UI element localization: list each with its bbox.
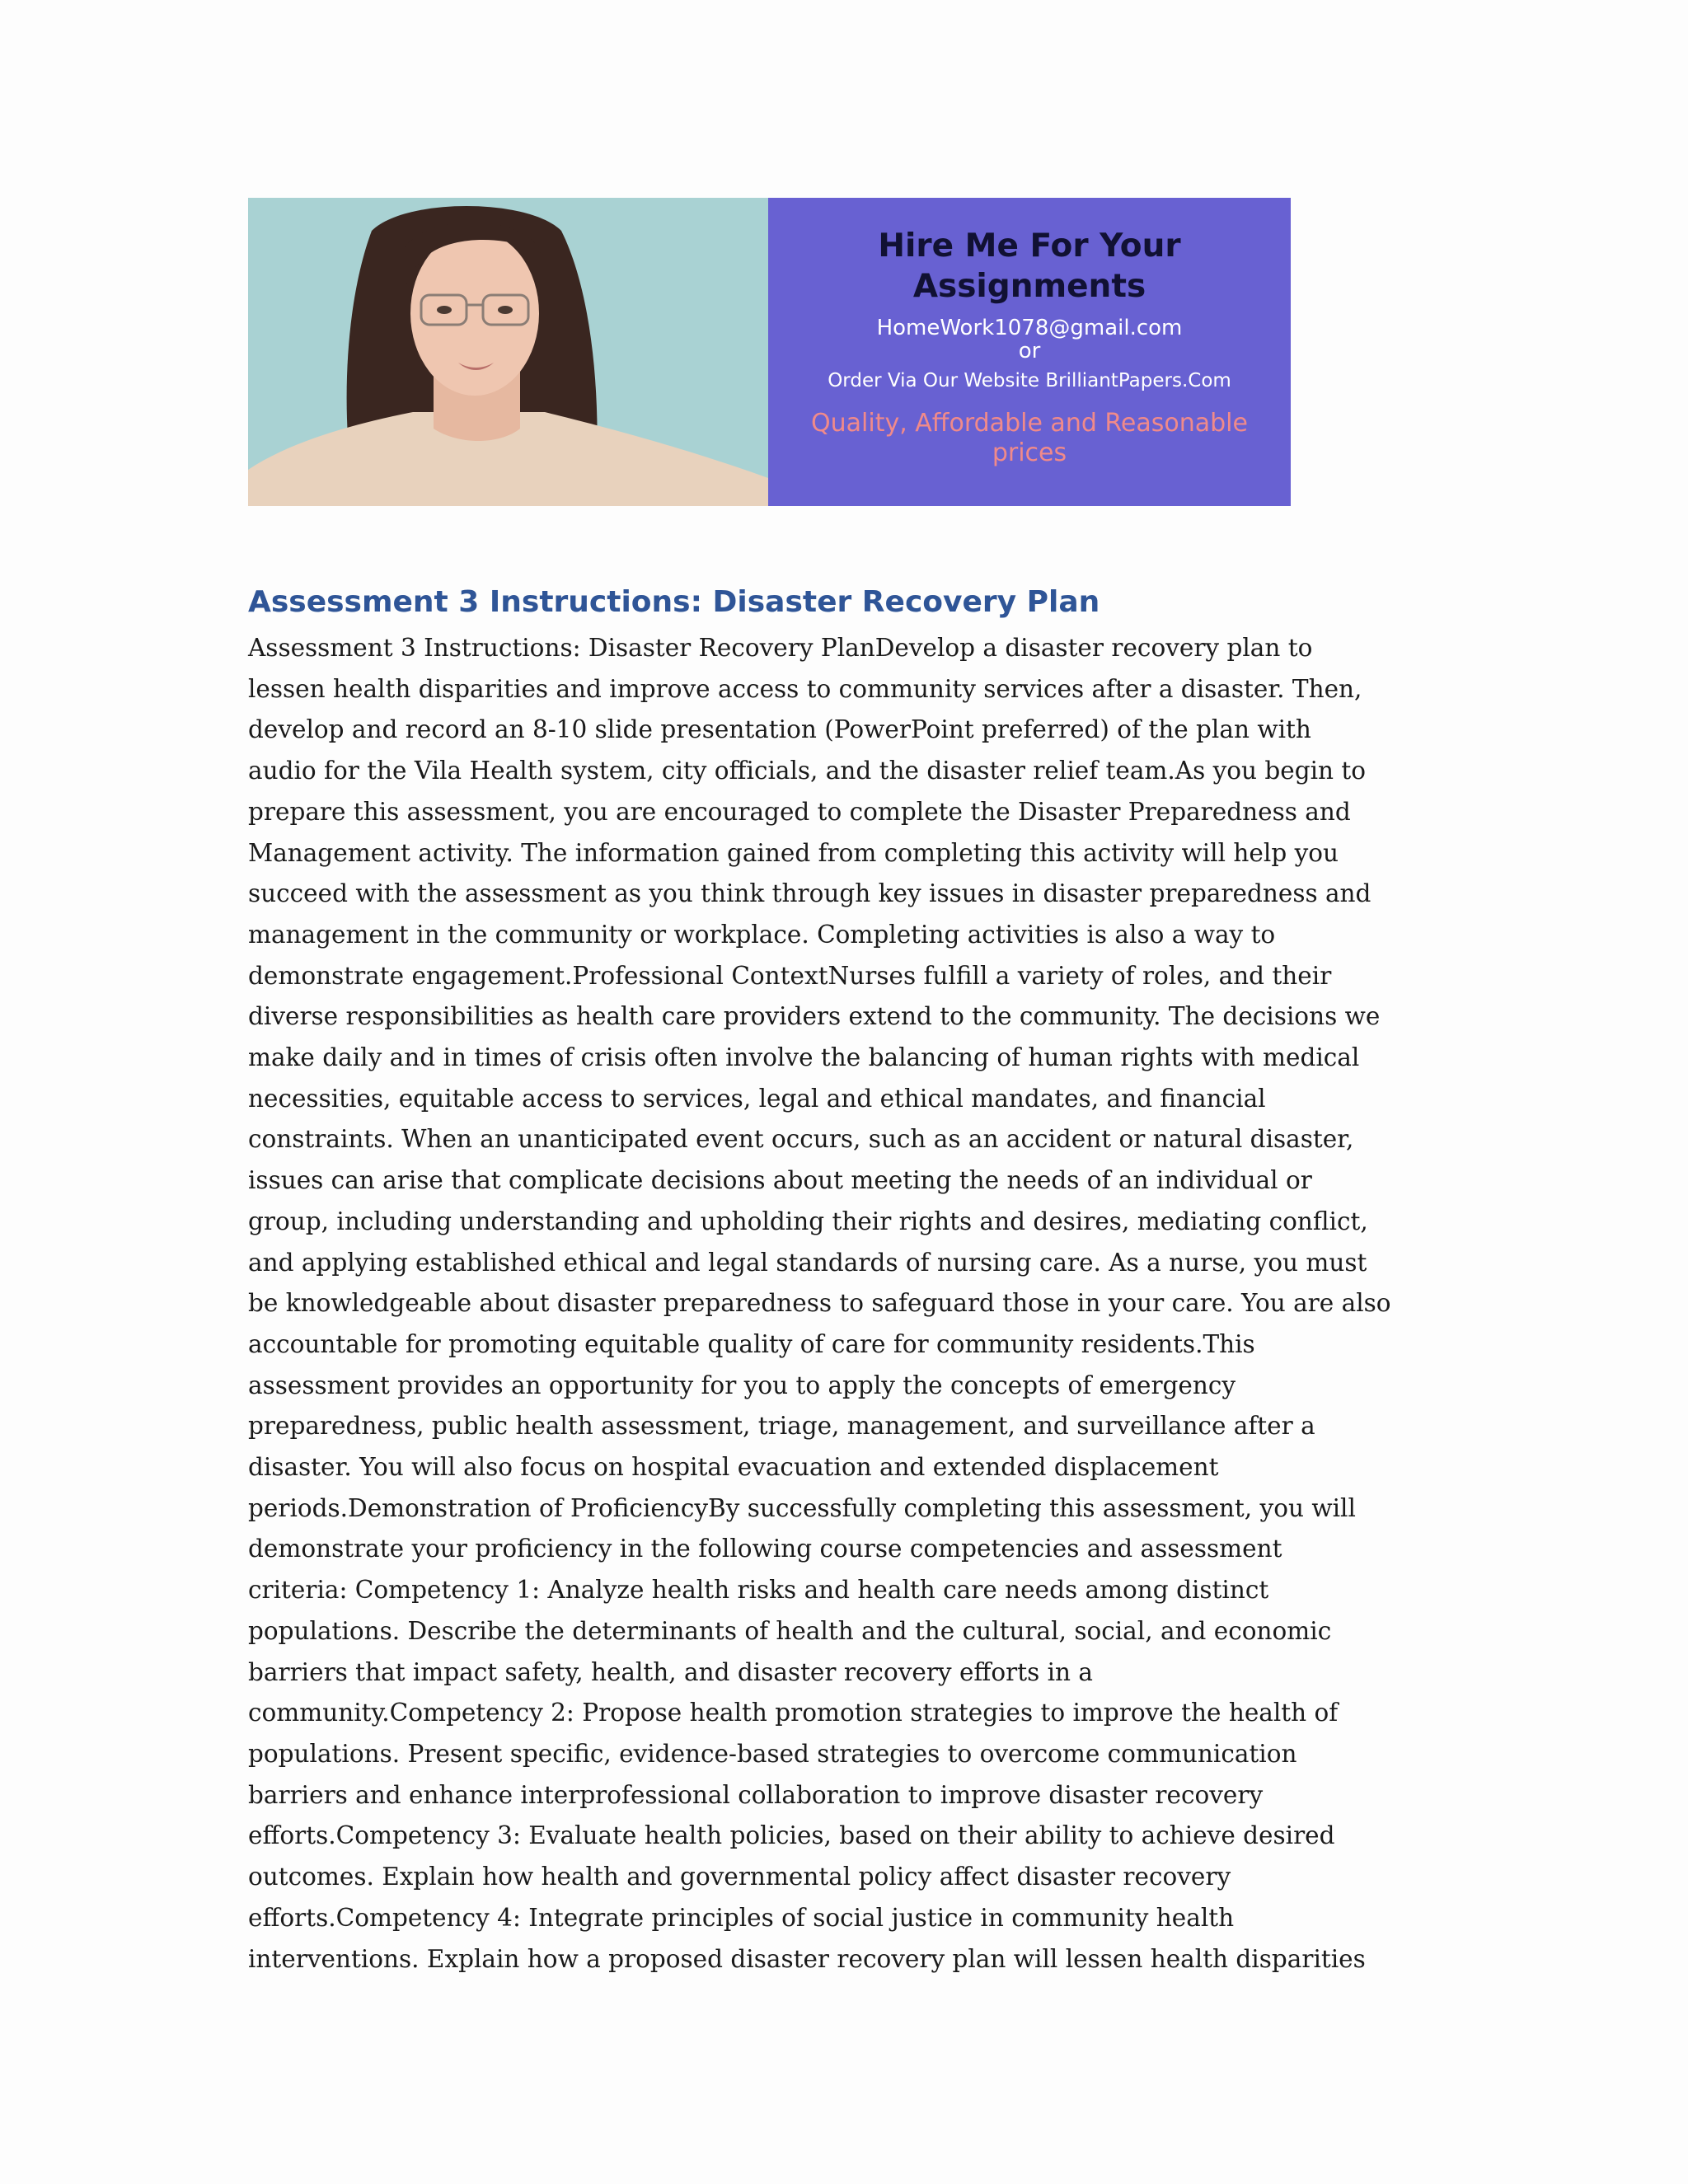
body-line: necessities, equitable access to services, legal and ethical mandates, and financial xyxy=(248,1084,1266,1113)
body-line: populations. Describe the determinants of health and the cultural, social, and economic xyxy=(248,1616,1332,1645)
body-line: lessen health disparities and improve access to community services after a disaster. Then, xyxy=(248,674,1362,703)
body-line: outcomes. Explain how health and governmental policy affect disaster recovery xyxy=(248,1863,1231,1891)
body-line: demonstrate engagement.Professional ContextNurses fulfill a variety of roles, and their xyxy=(248,961,1332,990)
body-line: management in the community or workplace. Completing activities is also a way to xyxy=(248,920,1276,949)
document-heading: Assessment 3 Instructions: Disaster Recovery Plan xyxy=(248,585,1100,619)
ad-headline: Hire Me For Your Assignments xyxy=(878,227,1181,305)
body-line: group, including understanding and upholding their rights and desires, mediating conflict, xyxy=(248,1207,1368,1235)
body-line: disaster. You will also focus on hospital evacuation and extended displacement xyxy=(248,1453,1219,1482)
document-body xyxy=(248,628,1435,1980)
body-line: succeed with the assessment as you think through key issues in disaster preparedness and xyxy=(248,879,1372,908)
body-line: assessment provides an opportunity for you to apply the concepts of emergency xyxy=(248,1371,1236,1399)
body-line: constraints. When an unanticipated event occurs, such as an accident or natural disaster, xyxy=(248,1125,1354,1154)
body-line: efforts.Competency 4: Integrate principles of social justice in community health xyxy=(248,1903,1235,1932)
portrait-photo xyxy=(248,198,768,506)
body-line: demonstrate your proficiency in the following course competencies and assessment xyxy=(248,1535,1282,1563)
body-line: be knowledgeable about disaster preparedness to safeguard those in your care. You are also xyxy=(248,1289,1391,1318)
body-line: develop and record an 8-10 slide presentation (PowerPoint preferred) of the plan with xyxy=(248,715,1311,744)
body-line: community.Competency 2: Propose health promotion strategies to improve the health of xyxy=(248,1699,1339,1727)
body-line: barriers and enhance interprofessional collaboration to improve disaster recovery xyxy=(248,1780,1264,1809)
ad-tagline: Quality, Affordable and Reasonable prices xyxy=(811,409,1248,467)
ad-order-website: Order Via Our Website BrilliantPapers.Com xyxy=(828,370,1231,391)
body-line: accountable for promoting equitable quality of care for community residents.This xyxy=(248,1329,1255,1358)
ad-panel xyxy=(768,198,1291,506)
woman-portrait-icon xyxy=(248,198,768,506)
body-line: Assessment 3 Instructions: Disaster Recovery PlanDevelop a disaster recovery plan to xyxy=(248,634,1313,662)
body-line: issues can arise that complicate decisions about meeting the needs of an individual or xyxy=(248,1166,1312,1195)
body-line: audio for the Vila Health system, city officials, and the disaster relief team.As you begin to xyxy=(248,757,1367,785)
body-line: periods.Demonstration of ProficiencyBy successfully completing this assessment, you will xyxy=(248,1493,1356,1522)
body-line: criteria: Competency 1: Analyze health risks and health care needs among distinct xyxy=(248,1576,1269,1605)
body-line: interventions. Explain how a proposed disaster recovery plan will lessen health disparities xyxy=(248,1944,1366,1973)
body-line: barriers that impact safety, health, and disaster recovery efforts in a xyxy=(248,1657,1094,1686)
body-line: efforts.Competency 3: Evaluate health policies, based on their ability to achieve desired xyxy=(248,1821,1335,1850)
ad-email: HomeWork1078@gmail.com xyxy=(876,316,1183,340)
body-line: populations. Present specific, evidence-based strategies to overcome communication xyxy=(248,1739,1297,1768)
body-line: make daily and in times of crisis often involve the balancing of human rights with medical xyxy=(248,1043,1360,1072)
body-line: prepare this assessment, you are encouraged to complete the Disaster Preparedness and xyxy=(248,797,1351,826)
advertisement-banner xyxy=(248,198,1291,506)
body-line: diverse responsibilities as health care providers extend to the community. The decisions we xyxy=(248,1002,1381,1031)
ad-or: or xyxy=(1018,339,1041,363)
body-line: Management activity. The information gained from completing this activity will help you xyxy=(248,838,1339,867)
body-line: preparedness, public health assessment, triage, management, and surveillance after a xyxy=(248,1412,1315,1441)
body-line: and applying established ethical and legal standards of nursing care. As a nurse, you must xyxy=(248,1248,1367,1277)
